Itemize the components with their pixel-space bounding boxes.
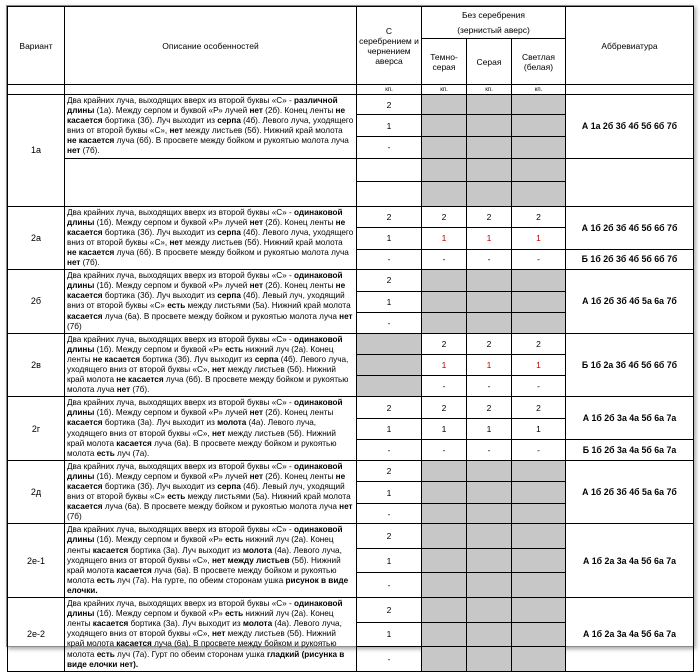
abbreviation-cell: Б 1б 2б 3а 4а 5б 6а 7а bbox=[566, 440, 694, 461]
silver-count bbox=[357, 158, 422, 181]
description-segment: (4а). Левого луча, уходящего вниз от второй буквы «С», bbox=[67, 545, 342, 565]
description-segment: Два крайних луча, выходящих вверх из второй буквы «С» - bbox=[67, 398, 295, 408]
gray-count bbox=[467, 622, 512, 647]
light-count bbox=[512, 573, 566, 598]
abbreviation-cell: А 1б 2б 3а 4а 5б 6а 7а bbox=[566, 397, 694, 440]
description-segment: гладкий bbox=[266, 649, 300, 659]
description-segment: есть bbox=[96, 649, 115, 659]
description-cell bbox=[65, 524, 357, 598]
gray-count bbox=[467, 158, 512, 181]
silver-count: - bbox=[357, 137, 422, 158]
table-row bbox=[8, 333, 694, 354]
description-segment: касается bbox=[92, 545, 129, 555]
light-count: - bbox=[512, 249, 566, 270]
gray-count bbox=[467, 482, 512, 504]
unit-blank-variant bbox=[8, 85, 65, 95]
description-segment: (7б) bbox=[67, 321, 82, 331]
description-segment: (1б). Между серпом и буквой «Р» bbox=[94, 609, 226, 619]
description-segment: серпа bbox=[254, 354, 279, 364]
description-segment: серпа bbox=[217, 482, 241, 491]
header-no-silver-sub: (зернистый аверс) bbox=[422, 23, 566, 39]
description-segment: (5б). Нижний край молота bbox=[67, 555, 341, 575]
description-segment: не касается bbox=[67, 106, 346, 126]
description-empty bbox=[65, 158, 357, 206]
description-segment: луча (6б). В просвете между бойком и рукоятью молота луча bbox=[114, 136, 349, 146]
description-segment: нет bbox=[67, 258, 81, 268]
description-segment: луча (6а). В просвете между бойком и рукоятью молота bbox=[67, 639, 337, 659]
light-count: 2 bbox=[512, 206, 566, 228]
description-segment: Два крайних луча, выходящих вверх из второй буквы «С» - bbox=[67, 525, 295, 535]
description-segment: нет bbox=[116, 385, 131, 395]
dark-count bbox=[422, 647, 467, 672]
light-count: 1 bbox=[512, 228, 566, 250]
abbreviation-empty bbox=[566, 158, 694, 206]
variant-cell: 2а bbox=[8, 206, 65, 270]
variant-cell: 2б bbox=[8, 270, 65, 334]
dark-count bbox=[422, 115, 467, 137]
description-segment: между листьями (5а). Нижний край молота bbox=[185, 301, 351, 311]
abbreviation-cell: А 1б 2а 3а 4а 5б 6а 7а bbox=[566, 524, 694, 598]
description-segment: есть bbox=[167, 301, 186, 311]
light-count: 2 bbox=[512, 397, 566, 419]
header-silver: С серебрением и чернением аверса bbox=[357, 7, 422, 85]
table-row bbox=[8, 460, 694, 482]
dark-count: 2 bbox=[422, 333, 467, 354]
description-segment: серпа bbox=[217, 291, 241, 301]
light-count bbox=[512, 291, 566, 313]
silver-count: 2 bbox=[357, 270, 422, 292]
abbreviation-cell: Б 1б 2а 3б 4б 5б 6б 7б bbox=[566, 333, 694, 397]
dark-count bbox=[422, 622, 467, 647]
description-segment: между листьями (5а). Нижний край молота bbox=[185, 492, 351, 502]
dark-count bbox=[422, 598, 467, 623]
gray-count bbox=[467, 95, 512, 115]
light-count bbox=[512, 647, 566, 672]
description-segment: (1б). Между серпом и буквой «Р» лучей bbox=[94, 217, 250, 227]
table-body bbox=[8, 95, 694, 672]
dark-count bbox=[422, 181, 467, 206]
description-segment: бортика (3а). Луч выходит из bbox=[128, 545, 243, 555]
gray-count bbox=[467, 270, 512, 292]
dark-count bbox=[422, 95, 467, 115]
dark-count bbox=[422, 460, 467, 482]
gray-count bbox=[467, 181, 512, 206]
light-count bbox=[512, 482, 566, 504]
table-row bbox=[8, 397, 694, 419]
description-segment: нет bbox=[249, 217, 264, 227]
light-count bbox=[512, 270, 566, 292]
description-segment: нижний луч (2а). Конец ленты bbox=[67, 535, 334, 555]
dark-count: - bbox=[422, 440, 467, 461]
description-segment: одинаковой длины bbox=[67, 461, 343, 481]
silver-count bbox=[357, 181, 422, 206]
unit-label: кп. bbox=[467, 85, 512, 95]
description-segment: луч (7а). bbox=[114, 448, 150, 458]
dark-count bbox=[422, 137, 467, 158]
description-segment: бортика (3б). Луч выходит из bbox=[102, 291, 218, 301]
description-segment: касается bbox=[92, 619, 129, 629]
dark-count bbox=[422, 503, 467, 524]
dark-count bbox=[422, 158, 467, 181]
gray-count bbox=[467, 524, 512, 549]
description-segment: не касается bbox=[67, 247, 115, 257]
gray-count bbox=[467, 137, 512, 158]
gray-count bbox=[467, 291, 512, 313]
light-count bbox=[512, 115, 566, 137]
abbreviation-cell: Б 1б 2б 3б 4б 5б 6б 7б bbox=[566, 249, 694, 270]
unit-label: кп. bbox=[422, 85, 467, 95]
description-segment: не касается bbox=[67, 136, 115, 146]
light-count bbox=[512, 137, 566, 158]
description-segment: (1б). Между серпом и буквой «Р» лучей bbox=[94, 471, 250, 481]
header-abbreviation: Аббревиатура bbox=[566, 7, 694, 85]
silver-count: 1 bbox=[357, 482, 422, 504]
silver-count: 1 bbox=[357, 548, 422, 573]
description-segment: нет bbox=[211, 364, 226, 374]
gray-count bbox=[467, 313, 512, 334]
description-segment: луча (6б). В просвете между бойком и рукоятью молота луча bbox=[67, 375, 349, 395]
description-segment: бортика (3а). Луч выходит из bbox=[102, 418, 218, 428]
description-segment: касается bbox=[67, 311, 103, 321]
description-segment: луч (7а). На гурте, по обеим сторонам ушка bbox=[114, 575, 286, 585]
description-segment: (2б). Конец ленты bbox=[263, 471, 336, 481]
description-segment: есть bbox=[96, 448, 115, 458]
silver-count: - bbox=[357, 503, 422, 524]
description-segment: есть bbox=[167, 492, 186, 502]
description-segment: (рисунка в виде елочки нет). bbox=[67, 649, 345, 669]
gray-count bbox=[467, 573, 512, 598]
dark-count bbox=[422, 524, 467, 549]
description-segment: нет bbox=[169, 237, 183, 247]
description-segment: между листьев (5б). Нижний край молота bbox=[182, 126, 343, 136]
light-count bbox=[512, 548, 566, 573]
description-segment: не касается bbox=[67, 281, 346, 301]
description-segment: между листьев (5б). Нижний край молота bbox=[67, 428, 336, 448]
description-segment: нет bbox=[249, 281, 264, 291]
description-segment: Два крайних луча, выходящих вверх из второй буквы «С» - bbox=[67, 599, 295, 609]
unit-label: кп. bbox=[357, 85, 422, 95]
gray-count: - bbox=[467, 249, 512, 270]
dark-count: 2 bbox=[422, 206, 467, 228]
light-count: 2 bbox=[512, 333, 566, 354]
header-no-silver: Без серебрения bbox=[422, 7, 566, 23]
description-cell bbox=[65, 95, 357, 159]
description-segment: (2б). Конец ленты bbox=[263, 217, 336, 227]
description-segment: бортика (3б). Луч выходит из bbox=[102, 116, 218, 126]
abbreviation-cell: А 1б 2б 3б 4б 5а 6а 7б bbox=[566, 460, 694, 524]
light-count bbox=[512, 181, 566, 206]
dark-count: 1 bbox=[422, 418, 467, 440]
description-segment: нет bbox=[211, 629, 226, 639]
silver-count bbox=[357, 376, 422, 397]
description-segment: одинаковой длины bbox=[67, 207, 343, 227]
description-segment: (4б). Левого луча, уходящего вниз от второй буквы «С», bbox=[67, 116, 354, 136]
header-description: Описание особенностей bbox=[65, 7, 357, 85]
description-segment: не касается bbox=[92, 354, 141, 364]
description-cell bbox=[65, 397, 357, 461]
description-segment: (7б). bbox=[80, 146, 100, 156]
silver-count: 2 bbox=[357, 397, 422, 419]
light-count: 1 bbox=[512, 418, 566, 440]
document-frame bbox=[6, 5, 694, 669]
dark-count: 1 bbox=[422, 228, 467, 250]
light-count: 1 bbox=[512, 354, 566, 375]
description-cell bbox=[65, 206, 357, 270]
light-count bbox=[512, 524, 566, 549]
variant-cell: 2е-1 bbox=[8, 524, 65, 598]
description-segment: нижний луч (2а). Конец ленты bbox=[67, 344, 334, 364]
description-segment: между листьев (5б). Нижний край молота bbox=[182, 237, 343, 247]
silver-count: - bbox=[357, 313, 422, 334]
description-segment: луч (7а). Гурт по обеим сторонам ушка bbox=[114, 649, 267, 659]
silver-count: 2 bbox=[357, 524, 422, 549]
description-segment: (7б) bbox=[67, 512, 82, 522]
description-segment: одинаковой длины bbox=[67, 271, 343, 291]
description-segment: нет bbox=[169, 126, 183, 136]
light-count bbox=[512, 622, 566, 647]
silver-count: 1 bbox=[357, 418, 422, 440]
dark-count bbox=[422, 291, 467, 313]
light-count: - bbox=[512, 440, 566, 461]
description-segment: одинаковой длины bbox=[67, 334, 343, 354]
silver-count: 2 bbox=[357, 206, 422, 228]
description-segment: (4б). Левого луча, уходящего вниз от второй буквы «С», bbox=[67, 227, 354, 247]
description-segment: бортика (3б). Луч выходит из bbox=[102, 482, 218, 491]
table-row bbox=[8, 524, 694, 549]
description-segment: молота bbox=[242, 545, 273, 555]
variant-cell: 1а bbox=[8, 95, 65, 207]
light-count bbox=[512, 503, 566, 524]
description-segment: (4б). Левого луча, уходящего вниз от второй буквы «С», bbox=[67, 354, 349, 374]
gray-count bbox=[467, 598, 512, 623]
description-segment: нет bbox=[339, 502, 353, 512]
description-segment: Два крайних луча, выходящих вверх из второй буквы «С» - bbox=[67, 96, 295, 105]
dark-count bbox=[422, 313, 467, 334]
description-segment: серпа bbox=[217, 116, 241, 126]
gray-count bbox=[467, 115, 512, 137]
description-segment: бортика (3б). Луч выходит из bbox=[102, 227, 218, 237]
description-segment: нет bbox=[249, 408, 264, 418]
description-segment: луча (6а). В просвете между бойком и рукоятью молота bbox=[67, 565, 337, 585]
description-segment: Два крайних луча, выходящих вверх из второй буквы «С» - bbox=[67, 461, 295, 471]
description-segment: бортика (3а). Луч выходит из bbox=[128, 619, 243, 629]
description-segment: рисунок в виде елочки. bbox=[67, 575, 349, 595]
gray-count: 2 bbox=[467, 397, 512, 419]
header-variant: Вариант bbox=[8, 7, 65, 85]
light-count bbox=[512, 460, 566, 482]
description-segment: нет bbox=[249, 106, 263, 116]
gray-count bbox=[467, 503, 512, 524]
silver-count: - bbox=[357, 440, 422, 461]
description-segment: (4а). Левого луча, уходящего вниз от второй буквы «С», bbox=[67, 418, 317, 438]
light-count: - bbox=[512, 376, 566, 397]
description-segment: луча (6а). В просвете между бойком и рукоятью молота bbox=[67, 438, 337, 458]
silver-count: 2 bbox=[357, 95, 422, 115]
description-segment: нет между листьев bbox=[211, 555, 290, 565]
dark-count bbox=[422, 573, 467, 598]
description-segment: (4б). Левый луч, уходящий вниз от второй буквы «С» bbox=[67, 482, 345, 502]
description-segment: касается bbox=[116, 438, 152, 448]
table-row bbox=[8, 95, 694, 115]
gray-count bbox=[467, 548, 512, 573]
variant-cell: 2е-2 bbox=[8, 598, 65, 672]
description-cell bbox=[65, 333, 357, 397]
description-segment: нет bbox=[67, 146, 81, 156]
description-segment: между листьев (5б). Нижний край молота bbox=[67, 629, 336, 649]
silver-count: 1 bbox=[357, 228, 422, 250]
description-segment: (2б). Конец ленты bbox=[262, 106, 336, 116]
silver-count: 1 bbox=[357, 115, 422, 137]
light-count bbox=[512, 158, 566, 181]
header-light: Светлая (белая) bbox=[512, 39, 566, 85]
gray-count: - bbox=[467, 440, 512, 461]
description-segment: серпа bbox=[217, 227, 241, 237]
description-segment: (2б). Конец ленты bbox=[263, 408, 334, 418]
description-segment: касается bbox=[116, 565, 152, 575]
description-segment: Два крайних луча, выходящих вверх из второй буквы «С» - bbox=[67, 334, 295, 344]
description-cell bbox=[65, 270, 357, 334]
description-segment: есть bbox=[96, 575, 115, 585]
dark-count: - bbox=[422, 249, 467, 270]
dark-count bbox=[422, 482, 467, 504]
gray-count bbox=[467, 460, 512, 482]
gray-count bbox=[467, 647, 512, 672]
description-segment: (4а). Левого луча, уходящего вниз от второй буквы «С», bbox=[67, 619, 342, 639]
description-segment: различной длины bbox=[67, 96, 338, 116]
abbreviation-cell: А 1б 2б 3б 4б 5а 6а 7б bbox=[566, 270, 694, 334]
gray-count: 2 bbox=[467, 333, 512, 354]
silver-count: - bbox=[357, 573, 422, 598]
silver-count bbox=[357, 354, 422, 375]
dark-count bbox=[422, 270, 467, 292]
varieties-table bbox=[7, 6, 694, 672]
variant-cell: 2в bbox=[8, 333, 65, 397]
description-segment: (2б). Конец ленты bbox=[263, 281, 336, 291]
description-segment: Два крайних луча, выходящих вверх из второй буквы «С» - bbox=[67, 207, 295, 217]
unit-blank-abbr bbox=[566, 85, 694, 95]
gray-count: 1 bbox=[467, 418, 512, 440]
silver-count: 2 bbox=[357, 598, 422, 623]
abbreviation-cell: А 1б 2б 3б 4б 5б 6б 7б bbox=[566, 206, 694, 249]
silver-count: 1 bbox=[357, 622, 422, 647]
description-segment: нижний луч (2а). Конец ленты bbox=[67, 609, 334, 629]
header-gray: Серая bbox=[467, 39, 512, 85]
silver-count: - bbox=[357, 249, 422, 270]
dark-count bbox=[422, 548, 467, 573]
gray-count: - bbox=[467, 376, 512, 397]
silver-count: 1 bbox=[357, 291, 422, 313]
abbreviation-cell: А 1б 2а 3а 4а 5б 6а 7а bbox=[566, 598, 694, 672]
description-segment: бортика (3б). Луч выходит из bbox=[140, 354, 255, 364]
silver-count: - bbox=[357, 647, 422, 672]
description-segment: одинаковой длины bbox=[67, 398, 343, 418]
description-segment: между листьев (5б). Нижний край молота bbox=[67, 364, 336, 385]
gray-count: 1 bbox=[467, 354, 512, 375]
dark-count: - bbox=[422, 376, 467, 397]
description-segment: (1б). Между серпом и буквой «Р» лучей bbox=[94, 281, 250, 291]
description-segment: есть bbox=[225, 344, 244, 354]
description-cell bbox=[65, 460, 357, 524]
light-count bbox=[512, 95, 566, 115]
description-segment: молота bbox=[217, 418, 247, 428]
gray-count: 2 bbox=[467, 206, 512, 228]
description-segment: касается bbox=[67, 418, 103, 428]
description-segment: (1б). Между серпом и буквой «Р» лучей bbox=[94, 408, 250, 418]
description-segment: касается bbox=[116, 639, 152, 649]
description-segment: луча (6а). В просвете между бойком и рукоятью молота луча bbox=[102, 502, 340, 512]
description-segment: одинаковой длины bbox=[67, 525, 343, 545]
description-cell bbox=[65, 598, 357, 672]
table-row bbox=[8, 206, 694, 228]
description-segment: не касается bbox=[67, 471, 346, 491]
description-segment: молота bbox=[242, 619, 273, 629]
description-segment: (1б). Между серпом и буквой «Р» bbox=[94, 535, 226, 545]
table-row bbox=[8, 270, 694, 292]
description-segment: есть bbox=[225, 609, 244, 619]
description-segment: (7б). bbox=[80, 258, 100, 268]
variant-cell: 2г bbox=[8, 397, 65, 461]
description-segment: не касается bbox=[67, 217, 346, 237]
unit-label: кп. bbox=[512, 85, 566, 95]
unit-blank-desc bbox=[65, 85, 357, 95]
table-row bbox=[8, 598, 694, 623]
variant-cell: 2д bbox=[8, 460, 65, 524]
description-segment: (1а). Между серпом и буквой «Р» лучей bbox=[94, 106, 250, 116]
silver-count: 2 bbox=[357, 460, 422, 482]
description-segment: не касается bbox=[116, 375, 164, 385]
description-segment: луча (6б). В просвете между бойком и рукоятью молота луча bbox=[114, 247, 349, 257]
table-row bbox=[8, 158, 694, 181]
description-segment: Два крайних луча, выходящих вверх из второй буквы «С» - bbox=[67, 271, 295, 281]
dark-count: 2 bbox=[422, 397, 467, 419]
description-segment: нет bbox=[211, 428, 226, 438]
description-segment: нет bbox=[339, 311, 353, 321]
abbreviation-cell: А 1а 2б 3б 4б 5б 6б 7б bbox=[566, 95, 694, 159]
header-dark-gray: Темно-серая bbox=[422, 39, 467, 85]
silver-count bbox=[357, 333, 422, 354]
description-segment: одинаковой длины bbox=[67, 599, 343, 619]
description-segment: есть bbox=[225, 535, 244, 545]
description-segment: луча (6а). В просвете между бойком и рукоятью молота луча bbox=[102, 311, 340, 321]
description-segment: (7б). bbox=[130, 385, 150, 395]
description-segment: нет bbox=[249, 471, 264, 481]
description-segment: касается bbox=[67, 502, 103, 512]
light-count bbox=[512, 598, 566, 623]
description-segment: (4б). Левый луч, уходящий вниз от второй буквы «С» bbox=[67, 291, 345, 311]
dark-count: 1 bbox=[422, 354, 467, 375]
light-count bbox=[512, 313, 566, 334]
description-segment: (1б). Между серпом и буквой «Р» bbox=[94, 344, 226, 354]
gray-count: 1 bbox=[467, 228, 512, 250]
